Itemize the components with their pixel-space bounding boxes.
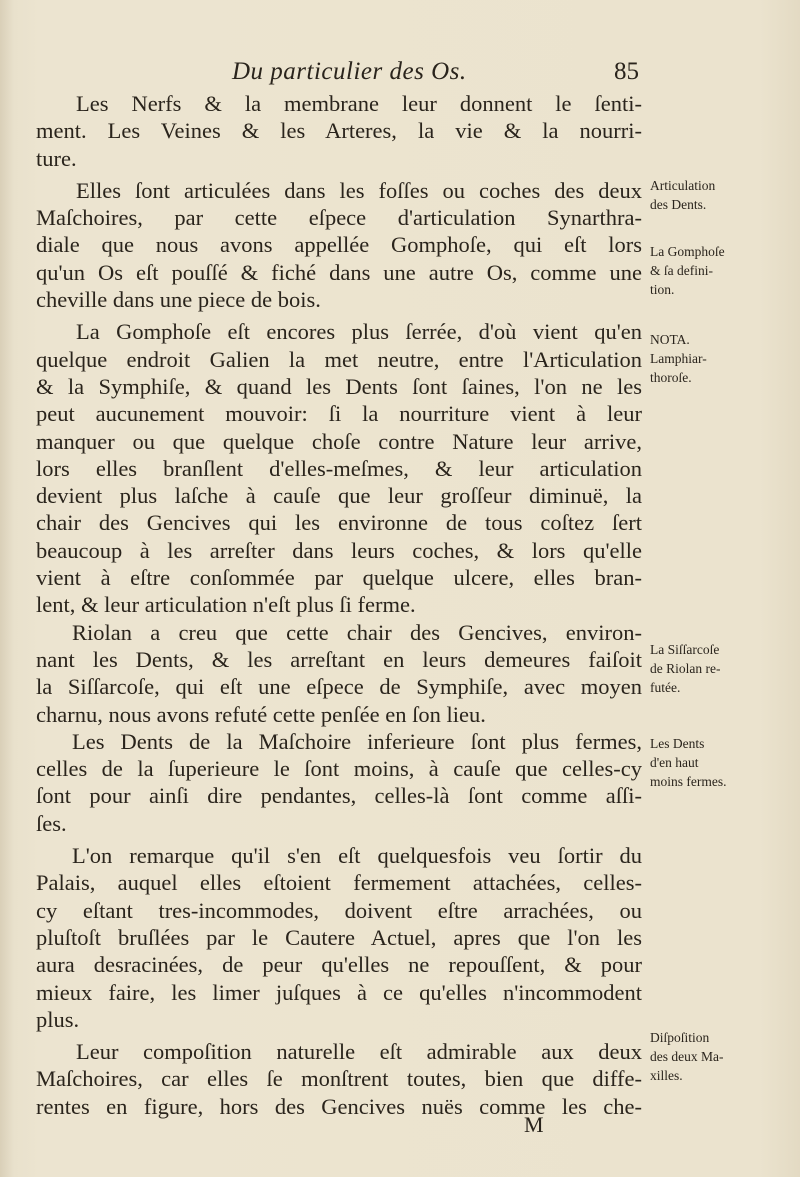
- text-line: manquer ou que quelque choſe contre Nature leur arrive,: [36, 428, 642, 454]
- text-line: Les Dents de la Maſchoire inferieure ſont plus fermes,: [72, 728, 642, 754]
- text-line: aura desracinées, de peur qu'elles ne repouſſent, & pour: [36, 952, 642, 978]
- text-line: beaucoup à les arreſter dans leurs coches, & lors qu'elle: [36, 537, 642, 563]
- text-line: peut aucunement mouvoir: ſi la nourriture vient à leur: [36, 401, 642, 427]
- text-line: plus.: [36, 1006, 80, 1032]
- text-line: Riolan a creu que cette chair des Gencives, environ-: [72, 619, 642, 645]
- margin-note-line: La Siſſarcoſe: [650, 642, 720, 657]
- text-line: cheville dans une piece de bois.: [36, 287, 321, 313]
- margin-note-line: Lamphiar-: [650, 351, 707, 366]
- text-line: nant les Dents, & les arreſtant en leurs demeures faiſoit: [36, 646, 642, 672]
- text-line: L'on remarque qu'il s'en eſt quelquesfois veu ſortir du: [72, 843, 642, 869]
- margin-note-line: Les Dents: [650, 736, 705, 751]
- signature-mark: M: [524, 1112, 544, 1137]
- text-line: qu'un Os eſt pouſſé & fiché dans une autre Os, comme une: [36, 259, 642, 285]
- margin-note-line: moins fermes.: [650, 774, 727, 789]
- running-header: [0, 58, 800, 92]
- text-line: lors elles branſlent d'elles-meſmes, & leur articulation: [36, 455, 642, 481]
- margin-note-line: & ſa defini-: [650, 263, 713, 278]
- text-line: lent, & leur articulation n'eſt plus ſi ferme.: [36, 592, 416, 618]
- margin-note-line: thoroſe.: [650, 370, 692, 385]
- text-line: Maſchoires, par cette eſpece d'articulation Synarthra-: [36, 205, 642, 231]
- text-line: Elles ſont articulées dans les foſſes ou coches des deux: [76, 177, 642, 203]
- paragraph: [36, 1038, 642, 1120]
- margin-note-line: Diſpoſition: [650, 1030, 710, 1045]
- paragraph: [36, 728, 642, 837]
- text-line: chair des Gencives qui les environne de tous coſtez ſert: [36, 510, 642, 536]
- text-line: ment. Les Veines & les Arteres, la vie & la nourri-: [36, 118, 642, 144]
- margin-note: [650, 242, 790, 299]
- margin-note-line: Articulation: [650, 178, 716, 193]
- text-line: Les Nerfs & la membrane leur donnent le ſenti-: [76, 91, 642, 116]
- margin-note-line: tion.: [650, 282, 675, 297]
- text-line: devient plus laſche à cauſe que leur groſſeur diminuë, la: [36, 483, 642, 509]
- margin-note-line: La Gomphoſe: [650, 244, 725, 259]
- margin-note-line: d'en haut: [650, 755, 699, 770]
- margin-note-line: futée.: [650, 680, 681, 695]
- margin-note: [650, 1028, 790, 1085]
- main-text: [36, 90, 642, 1120]
- text-line: la Siſſarcoſe, qui eſt une eſpece de Symphiſe, avec moyen: [36, 674, 642, 700]
- paragraph: [36, 90, 642, 172]
- margin-note: [650, 330, 790, 387]
- text-line: diale que nous avons appellée Gomphoſe, qui eſt lors: [36, 232, 642, 258]
- text-line: charnu, nous avons refuté cette penſée en ſon lieu.: [36, 701, 486, 727]
- text-line: La Gomphoſe eſt encores plus ſerrée, d'où vient qu'en: [76, 319, 642, 345]
- text-line: Leur compoſition naturelle eſt admirable aux deux: [76, 1039, 642, 1065]
- paragraph: [36, 842, 642, 1033]
- text-line: & la Symphiſe, & quand les Dents ſont ſaines, l'on ne les: [36, 373, 642, 399]
- margin-note-line: des deux Ma-: [650, 1049, 724, 1064]
- paragraph: [36, 318, 642, 618]
- text-line: Palais, auquel elles eſtoient fermement attachées, celles-: [36, 870, 642, 896]
- text-line: celles de la ſuperieure le ſont moins, à cauſe que celles-cy: [36, 756, 642, 782]
- text-line: rentes en figure, hors des Gencives nuës comme les che-: [36, 1093, 642, 1119]
- margin-note-line: xilles.: [650, 1068, 683, 1083]
- margin-note: [650, 640, 790, 697]
- margin-note-line: des Dents.: [650, 197, 707, 212]
- paragraph: [36, 177, 642, 313]
- text-line: ſes.: [36, 810, 67, 836]
- text-line: quelque endroit Galien la met neutre, entre l'Articulation: [36, 346, 642, 372]
- margin-note-line: NOTA.: [650, 332, 690, 347]
- margin-note: [650, 734, 790, 791]
- text-line: vient à eſtre conſommée par quelque ulcere, elles bran-: [36, 565, 642, 591]
- margin-note: [650, 176, 790, 214]
- paragraph: [36, 619, 642, 728]
- text-line: mieux faire, les limer juſques à ce qu'elles n'incommodent: [36, 979, 642, 1005]
- margin-note-line: de Riolan re-: [650, 661, 721, 676]
- text-line: pluſtoſt bruſlées par le Cautere Actuel, apres que l'on les: [36, 924, 642, 950]
- text-line: ſont pour ainſi dire pendantes, celles-là ſont comme aſſi-: [36, 783, 642, 809]
- running-title: Du particulier des Os.: [232, 58, 467, 85]
- text-line: cy eſtant tres-incommodes, doivent eſtre arrachées, ou: [36, 897, 642, 923]
- text-line: Maſchoires, car elles ſe monſtrent toutes, bien que diffe-: [36, 1066, 642, 1092]
- text-line: ture.: [36, 145, 77, 171]
- page-number: 85: [614, 58, 639, 85]
